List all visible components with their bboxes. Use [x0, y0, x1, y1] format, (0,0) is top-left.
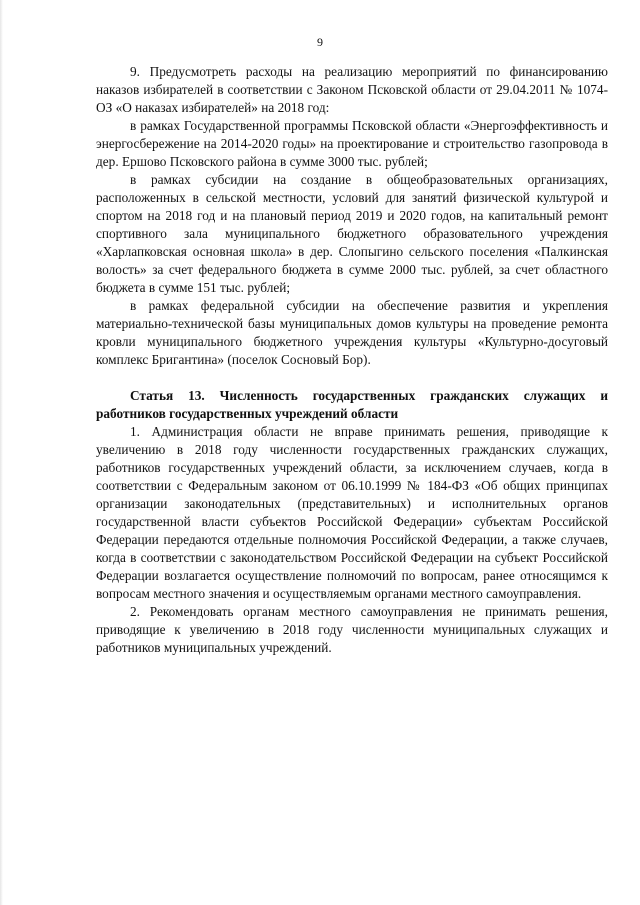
document-body: [96, 63, 608, 657]
page-number: 9: [317, 35, 323, 49]
paragraph-item-9: 9. Предусмотреть расходы на реализацию мероприятий по финансированию наказов избирателей в соответствии с Законом Псковской области от 29.04.2011 № 1074-ОЗ «О наказах избирателей» на 2018 год:: [96, 64, 608, 115]
article-13-heading: Статья 13. Численность государственных гражданских служащих и работников государственных учреждений области: [96, 388, 608, 421]
paragraph-culture-house: в рамках федеральной субсидии на обеспечение развития и укрепления материально-технической базы муниципальных домов культуры на проведение ремонта кровли муниципального бюджетного учреждения культуры «Культурно-досуговый комплекс Бригантина» (поселок Сосновый Бор).: [96, 298, 608, 367]
scan-edge: [0, 0, 3, 905]
paragraph-gas-pipeline: в рамках Государственной программы Псковской области «Энергоэффективность и энергосбережение на 2014-2020 годы» на проектирование и строительство газопровода в дер. Ершово Псковского района в сумме 3000 тыс. рублей;: [96, 118, 608, 169]
paragraph-sports-hall: в рамках субсидии на создание в общеобразовательных организациях, расположенных в сельской местности, условий для занятий физической культурой и спортом на 2018 год и на плановый период 2019 и 2020 годов, на капитальный ремонт спортивного зала муниципального бюджетного образовательного учреждения «Харлапковская основная школа» в дер. Слопыгино сельского поселения «Палкинская волость» за счет федерального бюджета в сумме 2000 тыс. рублей, за счет областного бюджета в сумме 151 тыс. рублей;: [96, 172, 608, 295]
article-13-item-1: 1. Администрация области не вправе принимать решения, приводящие к увеличению в 2018 году численности государственных гражданских служащих, работников государственных учреждений области, за исключением случаев, когда в соответствии с Федеральным законом от 06.10.1999 № 184-ФЗ «Об общих принципах организации законодательных (представительных) и исполнительных органов государственной власти субъектов Российской Федерации» субъектам Российской Федерации передаются отдельные полномочия Российской Федерации, а также случаев, когда в соответствии с законодательством Российской Федерации на субъект Российской Федерации возлагается осуществление полномочий по вопросам, ранее относящимся к вопросам местного значения и осуществляемым органами местного самоуправления.: [96, 424, 608, 601]
article-13-item-2: 2. Рекомендовать органам местного самоуправления не принимать решения, приводящие к увеличению в 2018 году численности муниципальных служащих и работников муниципальных учреждений.: [96, 604, 608, 655]
